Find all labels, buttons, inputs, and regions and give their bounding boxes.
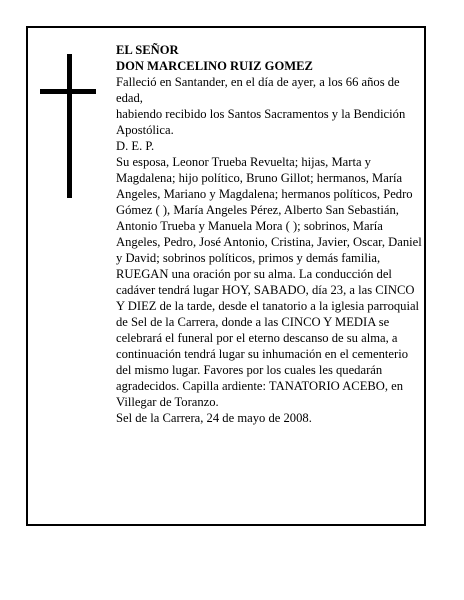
title-line-1: EL SEÑOR (116, 43, 179, 57)
cross-icon (40, 54, 96, 198)
death-announcement: Falleció en Santander, en el día de ayer, a los 66 años de edad, (116, 75, 400, 105)
deceased-name: DON MARCELINO RUIZ GOMEZ (116, 59, 313, 73)
funeral-details: RUEGAN una oración por su alma. La conducción del cadáver tendrá lugar HOY, SABADO, día 23, a las CINCO Y DIEZ de la tarde, desde el tanatorio a la iglesia parroquial de Sel de la Carrera, donde a las CINCO Y MEDIA se celebrará el funeral por el eterno descanso de su alma, a continuación tendrá lugar su inhumación en el cementerio del mismo lugar. Favores por los cuales les quedarán agradecidos. Capilla ardiente: TANATORIO ACEBO, en Villegar de Toranzo. (116, 267, 420, 409)
rip-line: D. E. P. (116, 139, 155, 153)
sacraments-line: habiendo recibido los Santos Sacramentos y la Bendición Apostólica. (116, 107, 406, 137)
family-list: Su esposa, Leonor Trueba Revuelta; hijas, Marta y Magdalena; hijo político, Bruno Gillot; hermanos, María Angeles, Mariano y Magdalena; hermanos políticos, Pedro Gómez ( ), María Angeles Pérez, Alberto San Sebastián, Antonio Trueba y Manuela Mora ( ); sobrinos, María Angeles, Pedro, José Antonio, Cristina, Javier, Oscar, Daniel y David; sobrinos políticos, primos y demás familia, (116, 155, 422, 265)
obituary-text (116, 42, 422, 426)
cross-vertical-bar (67, 54, 72, 198)
obituary-notice (26, 26, 426, 526)
cross-horizontal-bar (40, 89, 96, 94)
place-date: Sel de la Carrera, 24 de mayo de 2008. (116, 411, 312, 425)
